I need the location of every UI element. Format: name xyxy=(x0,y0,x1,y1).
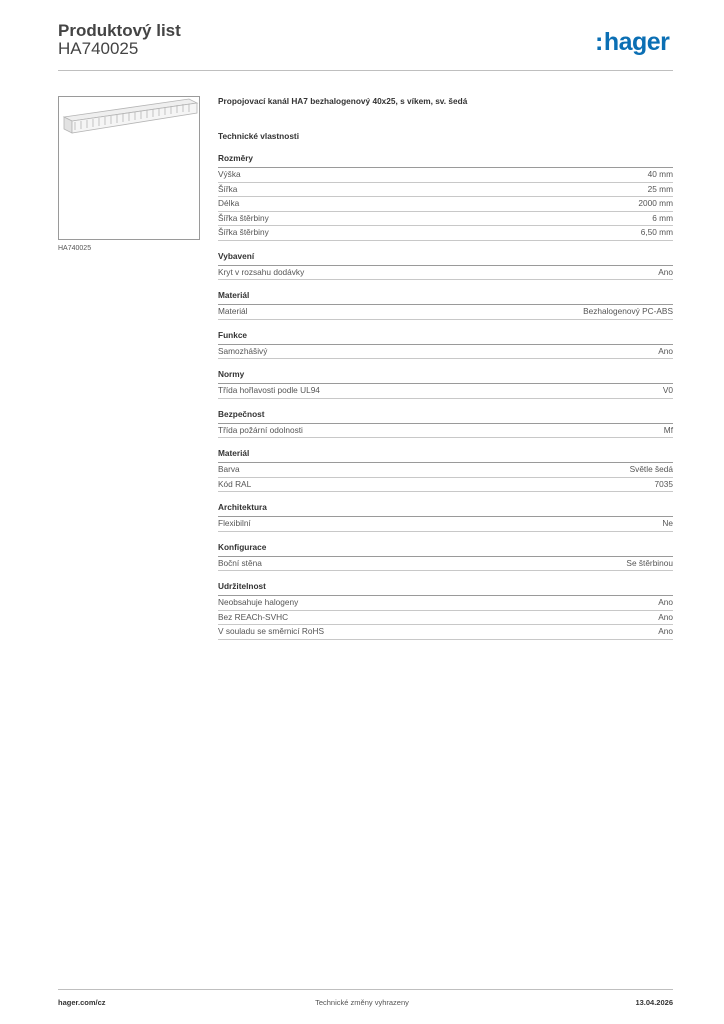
spec-value: Světle šedá xyxy=(629,464,673,474)
section-title: Bezpečnost xyxy=(218,407,673,424)
spec-value: Ne xyxy=(662,518,673,528)
spec-value: Ano xyxy=(658,597,673,607)
spec-section xyxy=(218,407,673,439)
spec-row xyxy=(218,183,673,198)
spec-section xyxy=(218,249,673,281)
spec-label: Šířka xyxy=(218,183,238,194)
spec-value: Mf xyxy=(663,424,673,435)
spec-section xyxy=(218,328,673,360)
section-title: Rozměry xyxy=(218,151,673,168)
spec-value: Ano xyxy=(658,266,673,277)
product-image xyxy=(58,96,200,240)
spec-section xyxy=(218,540,673,572)
spec-label: Flexibilní xyxy=(218,518,251,528)
section-title: Konfigurace xyxy=(218,540,673,557)
spec-section xyxy=(218,288,673,320)
spec-row xyxy=(218,557,673,572)
footer-website[interactable]: hager.com/cz xyxy=(58,998,106,1007)
spec-value: 2000 mm xyxy=(638,198,673,208)
page-title: Produktový list xyxy=(58,21,181,40)
spec-label: Třída požární odolnosti xyxy=(218,424,303,435)
spec-value: V0 xyxy=(662,385,673,395)
spec-section xyxy=(218,579,673,640)
section-title: Normy xyxy=(218,367,673,384)
spec-label: Kryt v rozsahu dodávky xyxy=(218,266,305,277)
logo-colon-mark: : xyxy=(595,28,603,56)
spec-label: Neobsahuje halogeny xyxy=(218,597,299,607)
spec-section xyxy=(218,500,673,532)
image-caption: HA740025 xyxy=(58,245,92,252)
spec-row xyxy=(218,463,673,478)
spec-value: Se štěrbinou xyxy=(626,557,673,568)
spec-row xyxy=(218,384,673,399)
tech-heading: Technické vlastnosti xyxy=(218,131,299,141)
spec-label: Délka xyxy=(218,198,240,208)
section-title: Udržitelnost xyxy=(218,579,673,596)
product-code: HA740025 xyxy=(58,39,139,58)
spec-row xyxy=(218,345,673,360)
spec-value: Bezhalogenový PC-ABS xyxy=(583,306,673,316)
spec-label: Barva xyxy=(218,464,240,474)
section-title: Materiál xyxy=(218,446,673,463)
spec-section xyxy=(218,151,673,241)
spec-label: Boční stěna xyxy=(218,557,262,568)
footer-divider xyxy=(58,989,673,990)
spec-row xyxy=(218,212,673,227)
spec-value: 7035 xyxy=(654,478,673,489)
spec-value: 6,50 mm xyxy=(640,227,673,237)
spec-label: Samozhášivý xyxy=(218,345,268,356)
spec-label: Šířka štěrbiny xyxy=(218,227,269,237)
footer-date: 13.04.2026 xyxy=(635,998,673,1007)
logo-text: hager xyxy=(603,28,670,56)
spec-row xyxy=(218,625,673,640)
spec-row xyxy=(218,611,673,626)
spec-row xyxy=(218,226,673,241)
spec-row xyxy=(218,197,673,212)
spec-value: Ano xyxy=(658,626,673,636)
spec-row xyxy=(218,266,673,281)
spec-row xyxy=(218,478,673,493)
spec-label: Kód RAL xyxy=(218,478,252,489)
spec-section xyxy=(218,446,673,492)
product-details xyxy=(218,94,673,640)
header-divider xyxy=(58,70,673,71)
spec-label: Výška xyxy=(218,169,241,179)
spec-row xyxy=(218,424,673,439)
spec-row xyxy=(218,517,673,532)
spec-label: Materiál xyxy=(218,306,248,316)
spec-row xyxy=(218,596,673,611)
spec-section xyxy=(218,367,673,399)
spec-value: Ano xyxy=(658,611,673,622)
spec-value: 40 mm xyxy=(647,169,673,179)
spec-label: Bez REACh-SVHC xyxy=(218,611,289,622)
spec-label: Třída hořlavosti podle UL94 xyxy=(218,385,320,395)
spec-row xyxy=(218,305,673,320)
spec-value: Ano xyxy=(658,345,673,356)
spec-row xyxy=(218,168,673,183)
section-title: Architektura xyxy=(218,500,673,517)
footer-note: Technické změny vyhrazeny xyxy=(315,998,409,1007)
spec-label: Šířka štěrbiny xyxy=(218,212,269,223)
spec-value: 6 mm xyxy=(652,212,673,223)
section-title: Vybavení xyxy=(218,249,673,266)
section-title: Materiál xyxy=(218,288,673,305)
hager-logo xyxy=(595,28,669,56)
spec-label: V souladu se směrnicí RoHS xyxy=(218,626,325,636)
spec-sections xyxy=(218,151,673,640)
product-description: Propojovací kanál HA7 bezhalogenový 40x25, s víkem, sv. šedá xyxy=(218,96,468,106)
spec-value: 25 mm xyxy=(647,183,673,194)
section-title: Funkce xyxy=(218,328,673,345)
cable-duct-illustration xyxy=(59,97,199,239)
